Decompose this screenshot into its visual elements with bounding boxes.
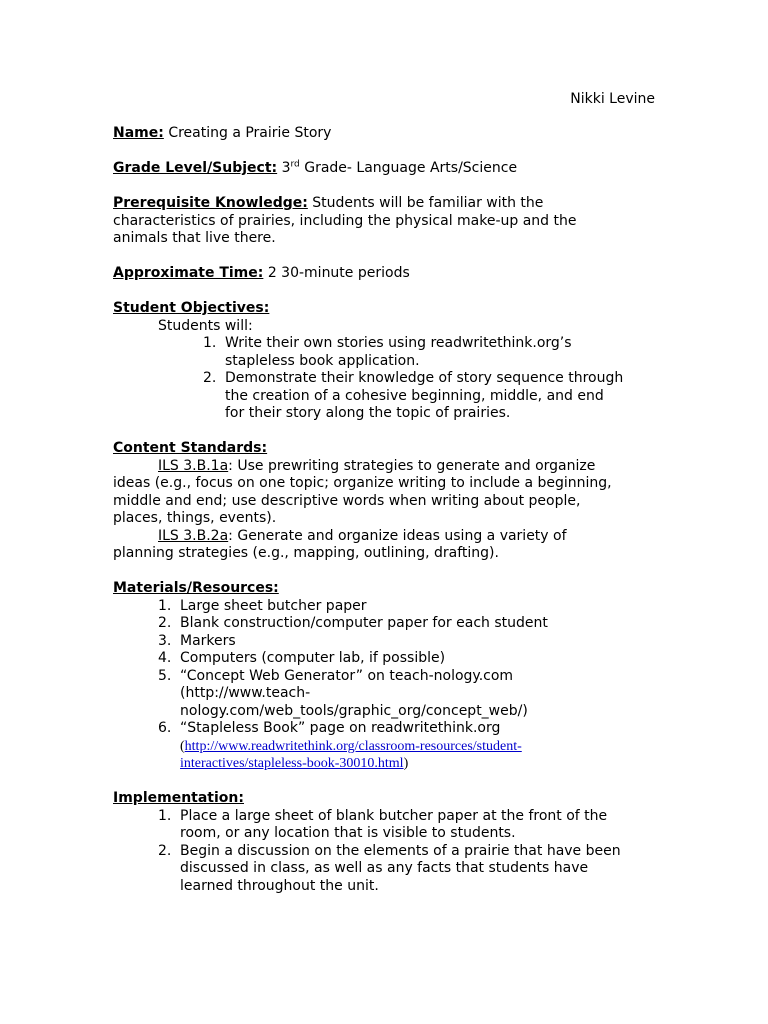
list-line: the creation of a cohesive beginning, middle, and end [225, 387, 604, 404]
list-number: 1. [158, 807, 172, 824]
standard-code: ILS 3.B.2a [158, 527, 229, 544]
list-item [158, 843, 658, 896]
list-item [158, 808, 658, 843]
list-number: 3. [158, 632, 172, 649]
prerequisite-line: characteristics of prairies, including the physical make-up and the [113, 212, 577, 229]
list-item [203, 370, 658, 423]
link-open-paren: ( [180, 738, 185, 754]
list-number: 4. [158, 650, 172, 666]
objectives-intro: Students will: [158, 317, 253, 334]
list-line: room, or any location that is visible to students. [180, 825, 516, 841]
implementation-list [113, 808, 658, 896]
name-label: Name: [113, 125, 164, 141]
prerequisite-line: animals that live there. [113, 230, 276, 246]
grade-number: 3 [281, 160, 291, 176]
standard-text: planning strategies (e.g., mapping, outlining, drafting). [113, 545, 499, 561]
list-item [158, 650, 658, 668]
list-line: discussed in class, as well as any facts that students have [180, 860, 589, 876]
list-item [158, 633, 658, 651]
list-line: Large sheet butcher paper [180, 597, 367, 614]
objectives-label: Student Objectives: [113, 300, 270, 316]
name-section [113, 125, 658, 143]
prerequisite-line: Students will be familiar with the [312, 195, 544, 211]
list-item [158, 598, 658, 616]
list-number: 1. [158, 597, 172, 614]
standards-section [113, 440, 658, 563]
time-label: Approximate Time: [113, 265, 264, 281]
list-line: learned throughout the unit. [180, 877, 379, 894]
list-line: Markers [180, 632, 236, 649]
list-line: (http://www.teach- [180, 685, 311, 701]
list-line: Demonstrate their knowledge of story sequence through [225, 370, 624, 386]
author-name: Nikki Levine [570, 91, 655, 107]
list-line: Begin a discussion on the elements of a prairie that have been [180, 842, 621, 859]
list-item [203, 335, 658, 370]
prerequisite-section [113, 195, 658, 248]
time-section [113, 265, 658, 283]
list-line: for their story along the topic of prairies. [225, 405, 511, 421]
list-number: 6. [158, 720, 172, 736]
standard-item [113, 528, 658, 563]
standard-text: : Generate and organize ideas using a variety of [228, 527, 567, 544]
materials-label: Materials/Resources: [113, 580, 279, 596]
name-value: Creating a Prairie Story [168, 125, 332, 141]
link-close-paren: ) [403, 756, 409, 771]
list-line: “Stapleless Book” page on readwritethink.org [180, 720, 501, 736]
implementation-label: Implementation: [113, 790, 244, 806]
list-number: 5. [158, 667, 172, 684]
standard-text: places, things, events). [113, 510, 277, 526]
list-line: Write their own stories using readwritethink.org’s [225, 335, 572, 351]
list-number: 2. [158, 842, 172, 859]
list-line: Place a large sheet of blank butcher paper at the front of the [180, 807, 608, 824]
implementation-section [113, 790, 658, 895]
standard-text: ideas (e.g., focus on one topic; organize writing to include a beginning, [113, 475, 612, 491]
list-line: “Concept Web Generator” on teach-nology.com [180, 667, 514, 684]
stapleless-book-link-continued[interactable]: interactives/stapleless-book-30010.html [180, 756, 404, 771]
objectives-section [113, 300, 658, 423]
list-line: nology.com/web_tools/graphic_org/concept_web/) [180, 702, 528, 719]
list-number: 1. [203, 335, 217, 351]
grade-subject: Grade- Language Arts/Science [304, 160, 518, 176]
list-item [158, 668, 658, 721]
grade-ordinal-suffix: rd [290, 159, 300, 170]
list-line: stapleless book application. [225, 352, 420, 369]
standards-label: Content Standards: [113, 440, 268, 456]
standard-text: middle and end; use descriptive words when writing about people, [113, 492, 581, 509]
materials-list [113, 598, 658, 773]
list-line: Blank construction/computer paper for each student [180, 615, 548, 631]
standard-item [113, 458, 658, 528]
list-item [158, 720, 658, 773]
list-number: 2. [158, 615, 172, 631]
objectives-list [113, 335, 658, 423]
list-item [158, 615, 658, 633]
lesson-plan-body [113, 125, 658, 913]
prerequisite-label: Prerequisite Knowledge: [113, 195, 308, 211]
materials-section [113, 580, 658, 773]
list-number: 2. [203, 370, 217, 386]
list-line: Computers (computer lab, if possible) [180, 650, 446, 666]
standard-text: : Use prewriting strategies to generate and organize [228, 457, 596, 474]
standard-code: ILS 3.B.1a [158, 457, 229, 474]
stapleless-book-link[interactable]: http://www.readwritethink.org/classroom-resources/student- [184, 738, 522, 754]
grade-label: Grade Level/Subject: [113, 160, 278, 176]
time-value: 2 30-minute periods [267, 265, 410, 281]
grade-section [113, 160, 658, 178]
